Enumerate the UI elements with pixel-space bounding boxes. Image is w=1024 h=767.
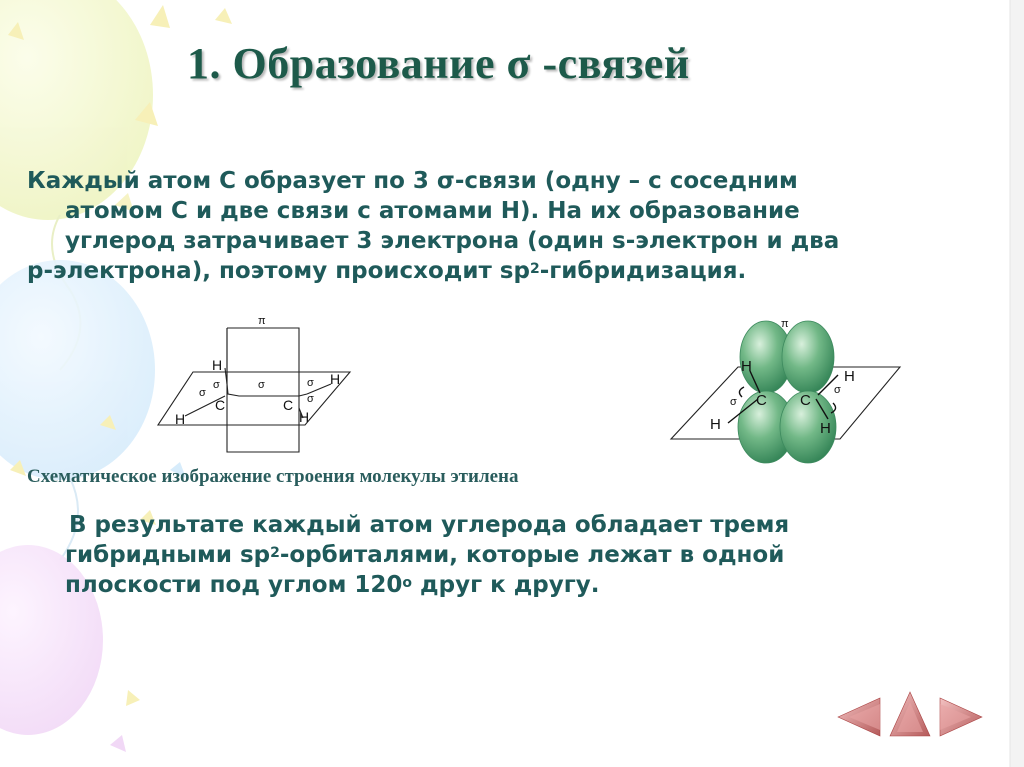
slide-navigation — [835, 690, 985, 740]
left-h-left: H — [175, 411, 186, 427]
paragraph2-line3-sup: о — [402, 575, 413, 591]
right-h-bottom-left: H — [710, 416, 721, 433]
paragraph2-line1: В результате каждый атом углерода обладает тремя — [69, 512, 790, 538]
paragraph2-line2-sup: 2 — [270, 545, 280, 561]
left-h-bottom: H — [299, 409, 310, 425]
paragraph1-line3: углерод затрачивает 3 электрона (один s-электрон и два — [65, 228, 840, 254]
left-sigma-2: σ — [199, 387, 206, 399]
ethylene-schematic-diagram — [155, 312, 365, 457]
paragraph2-line3-post: друг к другу. — [412, 572, 600, 598]
paragraph2-line2 — [65, 540, 789, 570]
paragraph1-line4-sup: 2 — [529, 261, 540, 277]
paragraph1-line4-post: -гибридизация. — [539, 258, 747, 284]
left-c-1: C — [215, 397, 226, 413]
paragraph1-line4 — [27, 256, 839, 286]
arrow-left-icon[interactable] — [838, 698, 880, 736]
right-c-1: C — [756, 392, 767, 409]
right-h-bottom-right: H — [820, 420, 831, 437]
paragraph2-line3 — [65, 570, 789, 600]
figure-caption: Схематическое изображение строения молекулы этилена — [27, 466, 519, 487]
left-pi-label: π — [258, 315, 266, 327]
arrow-up-icon[interactable] — [890, 692, 930, 736]
right-c-2: C — [800, 392, 811, 409]
left-c-2: C — [283, 397, 294, 413]
right-pi-label: π — [781, 318, 789, 330]
right-sigma-2: σ — [834, 384, 841, 396]
ethylene-orbital-diagram — [668, 315, 903, 465]
left-sigma-4: σ — [307, 377, 314, 389]
right-h-top-left: H — [741, 358, 752, 375]
left-h-top: H — [212, 357, 223, 373]
arrow-right-icon[interactable] — [940, 698, 982, 736]
paragraph1-line4-pre: р-электрона), поэтому происходит sp — [27, 258, 530, 284]
right-sigma-1: σ — [730, 396, 737, 408]
left-sigma-1: σ — [213, 379, 220, 391]
paragraph1-line2: атомом С и две связи с атомами Н). На их образование — [65, 198, 800, 224]
paragraph2-line2-post: -орбиталями, которые лежат в одной — [279, 542, 785, 568]
paragraph-hybrid-orbitals — [65, 510, 789, 600]
left-h-right: H — [330, 371, 341, 387]
paragraph-sigma-bonds — [27, 166, 839, 286]
paragraph2-line3-pre: плоскости под углом 120 — [65, 572, 403, 598]
paragraph2-line2-pre: гибридными sp — [65, 542, 271, 568]
slide-title: 1. Образование σ -связей — [187, 39, 690, 88]
left-sigma-5: σ — [307, 393, 314, 405]
right-h-top-right: H — [844, 368, 855, 385]
left-sigma-3: σ — [258, 379, 265, 391]
paragraph1-line1: Каждый атом С образует по 3 σ-связи (одну – с соседним — [27, 168, 798, 194]
